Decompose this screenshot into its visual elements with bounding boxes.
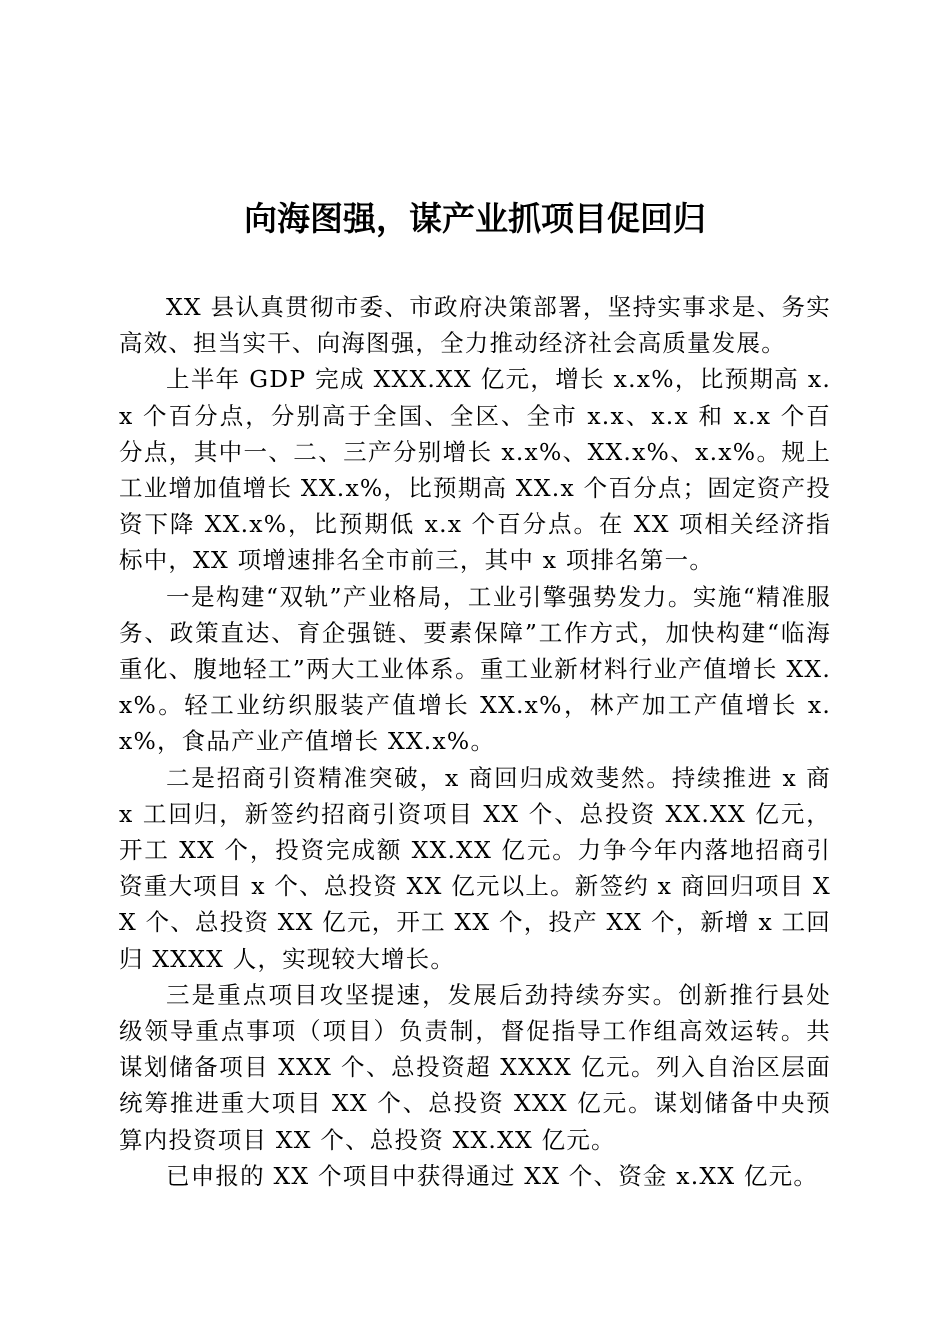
- paragraph-industry: 一是构建“双轨”产业格局，工业引擎强势发力。实施“精准服务、政策直达、育企强链、要素保障”工作方式，加快构建“临海重化、腹地轻工”两大工业体系。重工业新材料行业产值增长 XX.x%。轻工业纺织服装产值增长 XX.x%，林产加工产值增长 x.x%，食品产业产值增长 XX.x%。: [119, 582, 831, 756]
- paragraph-applications: 已申报的 XX 个项目中获得通过 XX 个、资金 x.XX 亿元。: [166, 1161, 819, 1190]
- paragraph-intro: XX 县认真贯彻市委、市政府决策部署，坚持实事求是、务实高效、担当实干、向海图强，全力推动经济社会高质量发展。: [119, 293, 831, 358]
- document-title: 向海图强，谋产业抓项目促回归: [244, 199, 706, 238]
- document-body: [119, 289, 831, 1194]
- paragraph-gdp-summary: 上半年 GDP 完成 XXX.XX 亿元，增长 x.x%，比预期高 x.x 个百分点，分别高于全国、全区、全市 x.x、x.x 和 x.x 个百分点，其中一、二、三产分别增长 x.x%、XX.x%、x.x%。规上工业增加值增长 XX.x%，比预期高 XX.x 个百分点；固定资产投资下降 XX.x%，比预期低 x.x 个百分点。在 XX 项相关经济指标中，XX 项增速排名全市前三，其中 x 项排名第一。: [119, 365, 831, 575]
- paragraph-investment: 二是招商引资精准突破，x 商回归成效斐然。持续推进 x 商 x 工回归，新签约招商引资项目 XX 个、总投资 XX.XX 亿元，开工 XX 个，投资完成额 XX.XX 亿元。力争今年内落地招商引资重大项目 x 个、总投资 XX 亿元以上。新签约 x 商回归项目 XX 个、总投资 XX 亿元，开工 XX 个，投产 XX 个，新增 x 工回归 XXXX 人，实现较大增长。: [119, 763, 831, 973]
- paragraph-key-projects: 三是重点项目攻坚提速，发展后劲持续夯实。创新推行县处级领导重点事项（项目）负责制，督促指导工作组高效运转。共谋划储备项目 XXX 个、总投资超 XXXX 亿元。列入自治区层面统筹推进重大项目 XX 个、总投资 XXX 亿元。谋划储备中央预算内投资项目 XX 个、总投资 XX.XX 亿元。: [119, 980, 831, 1154]
